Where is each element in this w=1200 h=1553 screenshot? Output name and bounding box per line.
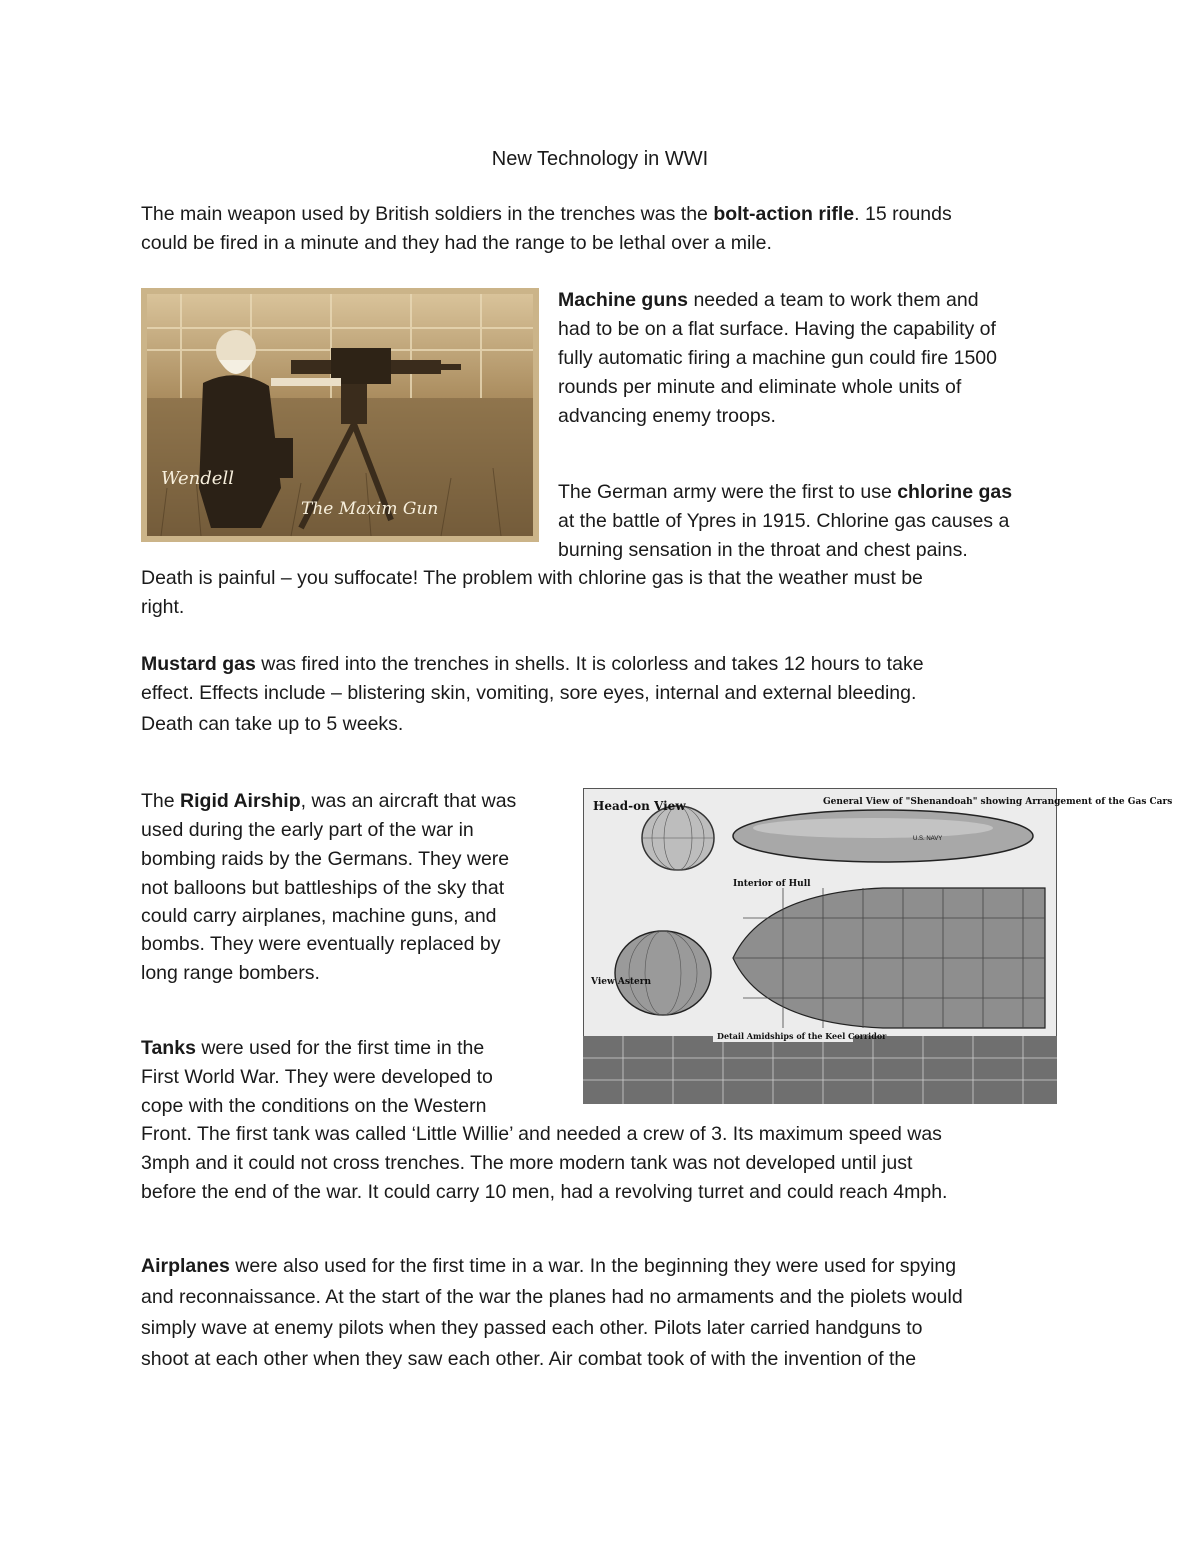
page-title: New Technology in WWI <box>491 148 709 170</box>
rifle-line-1 <box>141 200 952 229</box>
bold-term-machine-guns: Machine guns <box>558 289 689 311</box>
bold-term-rifle: bolt-action rifle <box>713 203 855 225</box>
airship-line-2: used during the early part of the war in <box>141 819 474 841</box>
maxim-gun-photo <box>141 288 539 542</box>
machine-line-1 <box>558 286 979 315</box>
bold-term-airplanes: Airplanes <box>141 1255 230 1277</box>
diagram-keel-label: Detail Amidships of the Keel Corridor <box>717 1031 887 1041</box>
machine-line-3: fully automatic firing a machine gun could fire 1500 <box>558 347 997 369</box>
tanks-line-5: 3mph and it could not cross trenches. The more modern tank was not developed until just <box>141 1152 913 1174</box>
airplanes-line-3: simply wave at enemy pilots when they passed each other. Pilots later carried handguns to <box>141 1317 923 1339</box>
diagram-hull-marking: U.S. NAVY <box>913 836 943 842</box>
airship-line-4: not balloons but battleships of the sky that <box>141 877 505 899</box>
airship-line-6: bombs. They were eventually replaced by <box>141 933 501 955</box>
text-run: . 15 rounds <box>854 203 952 225</box>
tanks-line-1 <box>141 1034 484 1063</box>
text-run: The main weapon used by British soldiers in the trenches was the <box>141 203 714 225</box>
tanks-line-2: First World War. They were developed to <box>141 1066 493 1088</box>
text-run: needed a team to work them and <box>688 289 979 311</box>
diagram-general-caption: General View of "Shenandoah" showing Arrangement of the Gas Cars <box>823 797 1173 807</box>
rifle-line-2: could be fired in a minute and they had the range to be lethal over a mile. <box>141 232 772 254</box>
airplanes-line-4: shoot at each other when they saw each other. Air combat took of with the invention of the <box>141 1348 917 1370</box>
airship-diagram <box>583 788 1173 1104</box>
mustard-line-1 <box>141 650 924 679</box>
airplanes-line-1 <box>141 1252 956 1281</box>
diagram-interior-label: Interior of Hull <box>733 879 811 889</box>
mustard-line-2: effect. Effects include – blistering skin, vomiting, sore eyes, internal and external bleeding. <box>141 682 917 704</box>
machine-line-5: advancing enemy troops. <box>558 405 776 427</box>
text-run: , was an aircraft that was <box>300 790 517 812</box>
text-run: were also used for the first time in a war. In the beginning they were used for spying <box>229 1255 957 1277</box>
chlorine-line-5: right. <box>141 596 185 618</box>
text-run: was fired into the trenches in shells. It is colorless and takes 12 hours to take <box>255 653 924 675</box>
airship-line-7: long range bombers. <box>141 962 320 984</box>
tanks-line-6: before the end of the war. It could carry 10 men, had a revolving turret and could reach 4mph. <box>141 1181 948 1203</box>
machine-line-2: had to be on a flat surface. Having the capability of <box>558 318 996 340</box>
airship-line-5: could carry airplanes, machine guns, and <box>141 905 497 927</box>
airplanes-line-2: and reconnaissance. At the start of the war the planes had no armaments and the piolets would <box>141 1286 963 1308</box>
airship-line-1 <box>141 787 516 816</box>
diagram-head-on-label: Head-on View <box>593 799 686 813</box>
chlorine-line-4: Death is painful – you suffocate! The problem with chlorine gas is that the weather must be <box>141 567 923 589</box>
text-run: were used for the first time in the <box>195 1037 485 1059</box>
bold-term-mustard-gas: Mustard gas <box>141 653 256 675</box>
photo-caption: The Maxim Gun <box>301 499 439 519</box>
tanks-line-3: cope with the conditions on the Western <box>141 1095 487 1117</box>
tanks-line-4: Front. The first tank was called ‘Little Willie’ and needed a crew of 3. Its maximum speed was <box>141 1123 942 1145</box>
machine-line-4: rounds per minute and eliminate whole units of <box>558 376 962 398</box>
bold-term-rigid-airship: Rigid Airship <box>180 790 301 812</box>
airship-line-3: bombing raids by the Germans. They were <box>141 848 510 870</box>
chlorine-line-1 <box>558 478 1012 507</box>
text-run: The German army were the first to use <box>558 481 898 503</box>
bold-term-tanks: Tanks <box>141 1037 196 1059</box>
diagram-stern-label: View Astern <box>591 977 652 987</box>
photo-signature: Wendell <box>161 468 234 489</box>
bold-term-chlorine-gas: chlorine gas <box>897 481 1013 503</box>
mustard-line-3: Death can take up to 5 weeks. <box>141 713 404 735</box>
text-run: The <box>141 790 181 812</box>
chlorine-line-2: at the battle of Ypres in 1915. Chlorine gas causes a <box>558 510 1010 532</box>
chlorine-line-3: burning sensation in the throat and chest pains. <box>558 539 968 561</box>
